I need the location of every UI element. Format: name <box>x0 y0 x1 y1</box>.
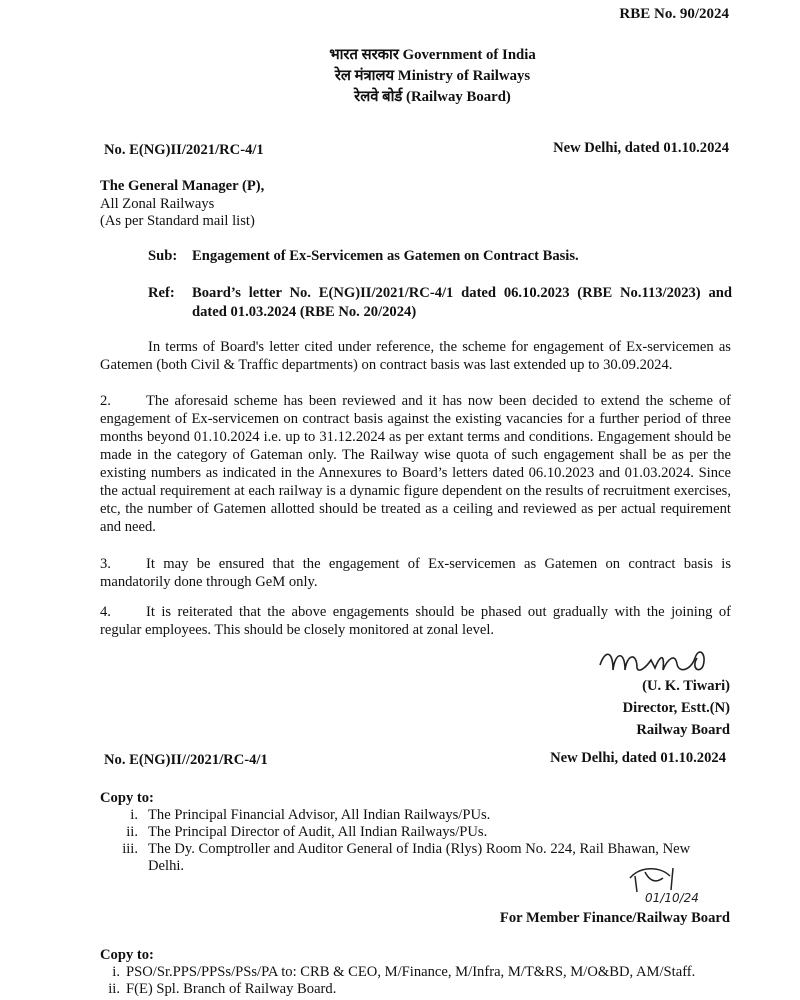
letterhead-line: रेल मंत्रालय Ministry of Railways <box>334 68 531 84</box>
signature-date: 01/10/24 <box>645 891 699 905</box>
subject-text: Engagement of Ex-Servicemen as Gatemen on Contract Basis. <box>192 248 579 264</box>
paragraph-3 <box>100 555 731 591</box>
addressee-line: (As per Standard mail list) <box>100 213 255 229</box>
paragraph-number: 3. <box>100 556 111 572</box>
addressee-line: The General Manager (P), <box>100 178 265 194</box>
paragraph-text: It is reiterated that the above engagements should be phased out gradually with the joining of regular employees. This should be closely monitored at zonal level. <box>100 604 731 638</box>
reference <box>148 284 732 322</box>
for-member-finance: For Member Finance/Railway Board <box>499 910 730 926</box>
file-number: No. E(NG)II/2021/RC-4/1 <box>104 142 264 158</box>
subject-label: Sub: <box>148 248 178 264</box>
letterhead-line: भारत सरकार Government of India <box>329 47 536 63</box>
signatory-office: Railway Board <box>636 722 730 738</box>
list-item: ii. The Principal Director of Audit, All Indian Railways/PUs. <box>126 824 488 840</box>
file-number-2: No. E(NG)II//2021/RC-4/1 <box>104 752 268 768</box>
paragraph-text: It may be ensured that the engagement of Ex-servicemen as Gatemen on contract basis is mandatorily done through GeM only. <box>100 556 731 590</box>
paragraph-number: 4. <box>100 604 111 620</box>
reference-text: Board’s letter No. E(NG)II/2021/RC-4/1 dated 06.10.2023 (RBE No.113/2023) and dated 01.03.2024 (RBE No. 20/2024) <box>192 285 732 320</box>
paragraph-text: The aforesaid scheme has been reviewed and it has now been decided to extend the scheme of engagement of Ex-servicemen on contract basis against the existing vacancies for a further period of three months beyond 01.10.2024 i.e. up to 31.12.2024 as per extant terms and conditions. Engagement should be made in the category of Gateman only. The Railway wise quota of such engagement shall be as per the existing numbers as indicated in the Annexures to Board’s letters dated 06.10.2023 and 01.03.2024. Since the actual requirement at each railway is a dynamic figure dependent on the results of recruitment exercises, etc, the number of Gatemen allotted should be treated as a ceiling and reviewed as per actual requirement and need. <box>100 393 731 535</box>
addressee-line: All Zonal Railways <box>100 195 215 212</box>
copy-to-list-2 <box>100 947 760 998</box>
signatory-block <box>623 675 730 741</box>
signatory-name: (U. K. Tiwari) <box>642 678 730 694</box>
letterhead <box>300 45 565 108</box>
paragraph-number: 2. <box>100 393 111 409</box>
addressee <box>100 178 264 231</box>
list-item: ii. F(E) Spl. Branch of Railway Board. <box>108 981 337 997</box>
list-item: i. PSO/Sr.PPS/PPSs/PSs/PA to: CRB & CEO, M/Finance, M/Infra, M/T&RS, M/O&BD, AM/Staff. <box>112 964 696 980</box>
paragraph-1: In terms of Board's letter cited under reference, the scheme for engagement of Ex-servicemen as Gatemen (both Civil & Traffic departments) on contract basis was last extended up to 30.09.2024. <box>100 339 731 373</box>
signatory-designation: Director, Estt.(N) <box>622 700 730 716</box>
paragraph-2 <box>100 392 731 536</box>
reference-label: Ref: <box>148 285 175 301</box>
second-signature-image <box>615 858 735 908</box>
place-date: New Delhi, dated 01.10.2024 <box>553 140 729 156</box>
list-item: iii. The Dy. Comptroller and Auditor General of India (Rlys) Room No. 224, Rail Bhawan, New Delhi. <box>122 841 691 874</box>
paragraph-4 <box>100 603 731 639</box>
letterhead-line: रेलवे बोर्ड (Railway Board) <box>354 89 511 105</box>
list-item: i. The Principal Financial Advisor, All Indian Railways/PUs. <box>130 807 491 823</box>
rbe-number: RBE No. 90/2024 <box>619 6 729 22</box>
signature-image <box>595 640 740 680</box>
copy-to-label: Copy to: <box>100 947 154 963</box>
place-date-2: New Delhi, dated 01.10.2024 <box>550 750 726 766</box>
subject <box>148 248 579 265</box>
copy-to-label: Copy to: <box>100 790 154 806</box>
